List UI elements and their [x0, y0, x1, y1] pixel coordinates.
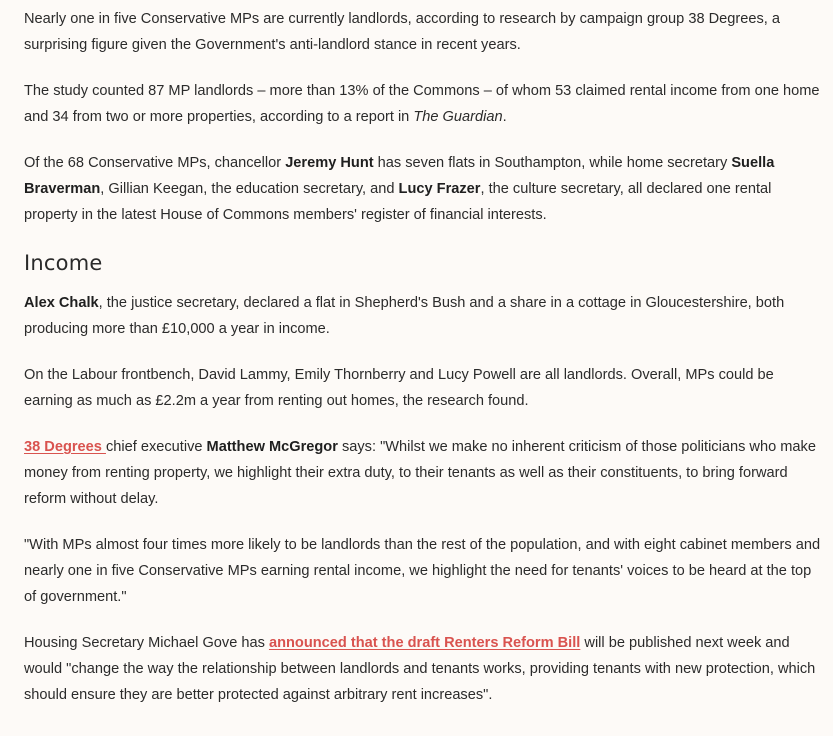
paragraph-chalk — [24, 290, 823, 342]
renters-reform-bill-link[interactable]: announced that the draft Renters Reform Bill — [268, 635, 581, 651]
paragraph-text: has seven flats in Southampton, while home secretary — [373, 155, 732, 171]
paragraph-text: , the culture secretary, all declared one rental property in the latest House of Commons members' register of financial interests. — [24, 181, 772, 223]
person-name: Lucy Frazer — [398, 181, 481, 197]
publication-name: The Guardian — [413, 109, 503, 125]
person-name: Jeremy Hunt — [285, 155, 374, 171]
paragraph-text: Nearly one in five Conservative MPs are currently landlords, according to research by campaign group 38 Degrees, a surprising figure given the Government's anti-landlord stance in recent years. — [24, 11, 781, 53]
paragraph-text: Housing Secretary Michael Gove has — [24, 635, 269, 651]
paragraph-quote-2 — [24, 532, 823, 610]
person-name: Suella Braverman — [24, 155, 775, 197]
paragraph-intro — [24, 6, 823, 58]
paragraph-labour — [24, 362, 823, 414]
paragraph-text: "With MPs almost four times more likely to be landlords than the rest of the population, and with eight cabinet members and nearly one in five Conservative MPs earning rental income, we highlight the need for tenants' voices to be heard at the top of government." — [24, 537, 821, 605]
paragraph-text: will be published next week and would "change the way the relationship between landlords and tenants works, providing tenants with new protection, which should ensure they are better protected against arbitrary rent increases". — [24, 635, 816, 703]
person-name: Alex Chalk — [24, 295, 99, 311]
paragraph-text: On the Labour frontbench, David Lammy, Emily Thornberry and Lucy Powell are all landlords. Overall, MPs could be earning as much as £2.2m a year from renting out homes, the research found. — [24, 367, 774, 409]
paragraph-text: chief executive — [105, 439, 207, 455]
paragraph-text: Of the 68 Conservative MPs, chancellor — [24, 155, 286, 171]
38-degrees-link[interactable]: 38 Degrees — [24, 439, 106, 455]
person-name: Matthew McGregor — [206, 439, 338, 455]
paragraph-text: . — [502, 109, 507, 125]
paragraph-conservatives — [24, 150, 823, 228]
paragraph-text: says: "Whilst we make no inherent criticism of those politicians who make money from renting property, we highlight their extra duty, to their tenants as well as their constituents, to bring forward reform without delay. — [24, 439, 816, 507]
section-heading: Income — [24, 251, 103, 275]
paragraph-text: The study counted 87 MP landlords – more than 13% of the Commons – of whom 53 claimed rental income from one home and 34 from two or more properties, according to a report in — [24, 83, 820, 125]
paragraph-quote-1 — [24, 434, 823, 512]
paragraph-study — [24, 78, 823, 130]
paragraph-text: , Gillian Keegan, the education secretary, and — [100, 181, 399, 197]
paragraph-text: , the justice secretary, declared a flat in Shepherd's Bush and a share in a cottage in Gloucestershire, both producing more than £10,000 a year in income. — [24, 295, 785, 337]
paragraph-gove — [24, 630, 823, 708]
